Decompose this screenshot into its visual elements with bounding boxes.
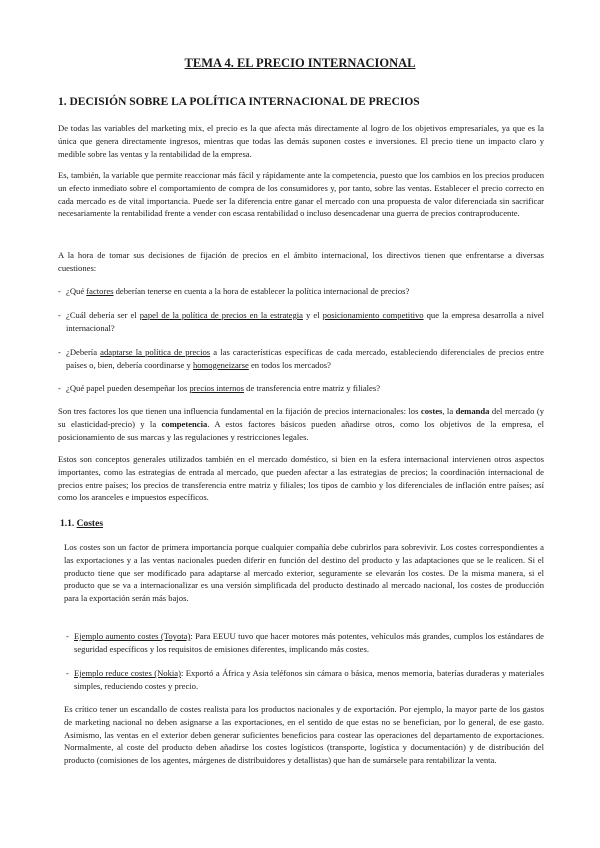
- list-item-example-nokia: - Ejemplo reduce costes (Nokia): Exportó a África y Asia teléfonos sin cámara o básica, menos memoria, baterías duraderas y materiales simples, reduciendo costes y precio.: [66, 668, 544, 691]
- paragraph-escandallo: Es crítico tener un escandallo de costes realista para los productos nacionales y de exportación. Por ejemplo, la mayor parte de los gastos de marketing nacional no deben asignarse a las exportaciones, en el sentido de que estas no se benefician, por lo general, de ese gasto. Asimismo, las ventas en el exterior deben generar suficientes beneficios para costear las operaciones del departamento de exportaciones. Normalmente, al coste del producto deben añadirse los costes logísticos (transporte, logística y documentación) y de distribución del producto (comisiones de los agentes, márgenes de distribuidores y detallistas) que han de sumársele para rentabilizar la venta.: [64, 704, 544, 766]
- list-item-question-1: - ¿Qué factores deberían tenerse en cuenta a la hora de establecer la política internacional de precios?: [58, 286, 410, 296]
- paragraph-factors: Son tres factores los que tienen una influencia fundamental en la fijación de precios internacionales: los costes, la demanda del mercado (y su elasticidad-precio) y la competencia. A estos factores básicos pueden añadirse otros, como los objetivos de la empresa, el posicionamiento de sus marcas y las regulaciones y restricciones legales.: [58, 406, 544, 442]
- list-item-example-toyota: - Ejemplo aumento costes (Toyota): Para EEUU tuvo que hacer motores más potentes, vehículos más grandes, cumplos los estándares de seguridad específicos y los requisitos de emisiones diferentes, implicando más costes.: [66, 631, 545, 654]
- paragraph-questions-intro: A la hora de tomar sus decisiones de fijación de precios en el ámbito internacional, los directivos tienen que enfrentarse a diversas cuestiones:: [58, 250, 544, 273]
- section-heading-1: 1. DECISIÓN SOBRE LA POLÍTICA INTERNACIONAL DE PRECIOS: [58, 96, 420, 108]
- list-item-question-2: - ¿Cuál debería ser el papel de la política de precios en la estrategia y el posicionamiento competitivo que la empresa desarrolla a nivel internacional?: [58, 310, 544, 333]
- paragraph-international-aspects: Estos son conceptos generales utilizados también en el mercado doméstico, si bien en la esfera internacional intervienen otros aspectos importantes, como las estrategias de entrada al mercado, que pueden afectar a las estrategias de precios; la coordinación internacional de precios entre países; los precios de transferencia entre matriz y filiales; los tipos de cambio y los diferenciales de inflación entre países; así como los aranceles e impuestos específicos.: [58, 454, 544, 503]
- list-item-question-3: - ¿Debería adaptarse la política de precios a las características específicas de cada mercado, estableciendo diferenciales de precios entre países o, bien, debería coordinarse y homogeneizarse en todos los mercados?: [58, 347, 544, 370]
- paragraph-costes: Los costes son un factor de primera importancia porque cualquier compañía debe cubrirlos para sobrevivir. Los costes correspondientes a las exportaciones y a las ventas nacionales pueden diferir en función del destino del producto y las adaptaciones que se le realicen. Si el producto tiene que ser modificado para adaptarse al mercado exterior, seguramente se elevarán los costes. De la misma manera, si el producto que se va a internacionalizar es una versión simplificada del producto destinado al mercado nacional, los costes de producción para la exportación serán más bajos.: [64, 542, 544, 604]
- subsection-heading-costes: 1.1. Costes: [60, 519, 104, 529]
- list-item-question-4: - ¿Qué papel pueden desempeñar los precios internos de transferencia entre matriz y filiales?: [58, 383, 381, 393]
- paragraph-intro: De todas las variables del marketing mix, el precio es la que afecta más directamente al logro de los objetivos empresariales, ya que es la única que genera directamente ingresos, mientras que todas las demás suponen costes e inversiones. El precio tiene un impacto claro y medible sobre las ventas y la rentabilidad de la empresa.: [58, 123, 544, 159]
- paragraph-competition: Es, también, la variable que permite reaccionar más fácil y rápidamente ante la competencia, puesto que los cambios en los precios producen un efecto inmediato sobre el comportamiento de compra de los consumidores y, por tanto, sobre las ventas. Establecer el precio correcto en cada mercado es de vital importancia. Puede ser la diferencia entre ganar el mercado con una propuesta de valor diferenciada sin sacrificar necesariamente la rentabilidad frente a vender con escasa rentabilidad o incluso desencadenar una guerra de precios contraproducente.: [58, 170, 544, 219]
- document-title: TEMA 4. EL PRECIO INTERNACIONAL: [184, 56, 416, 70]
